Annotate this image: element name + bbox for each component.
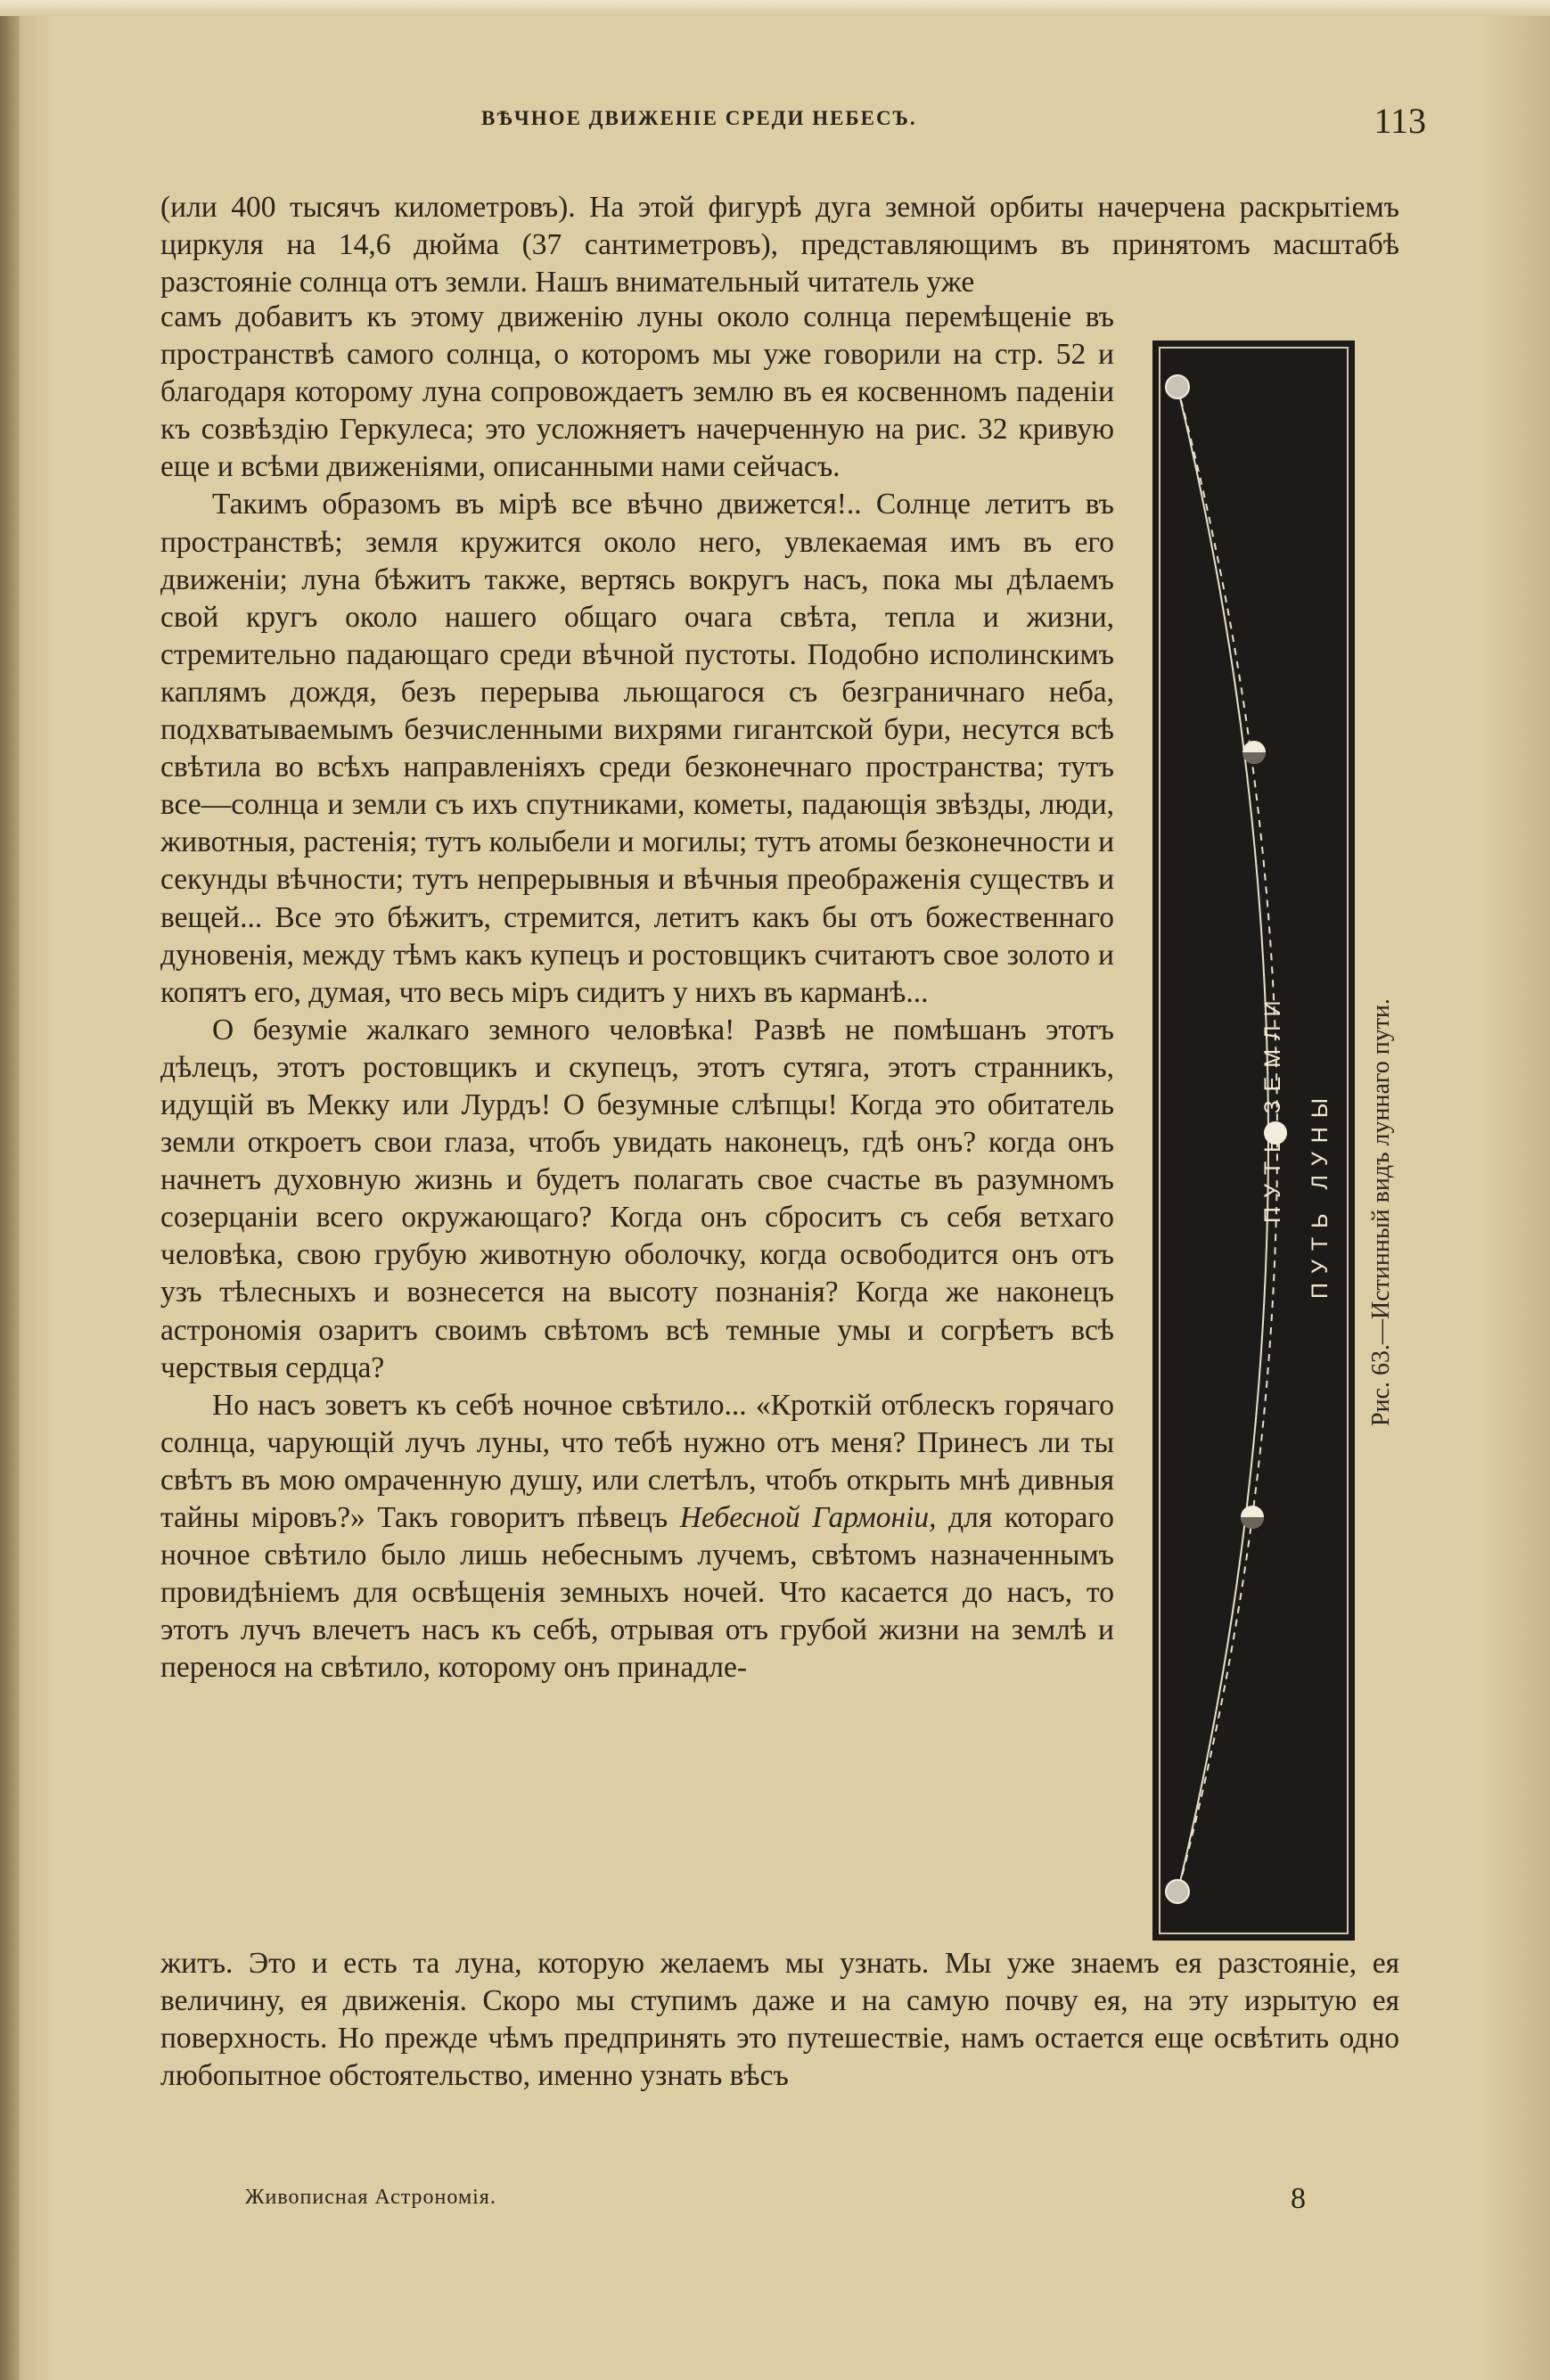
paragraph-2: Такимъ образомъ въ мірѣ все вѣчно движется!.. Солнце летитъ въ пространствѣ; земля кружится около него, увлекаемая имъ въ его движеніи; луна бѣжитъ также, вертясь вокругъ насъ, пока мы дѣлаемъ свой кругъ около нашего общаго очага свѣта, тепла и жизни, стремительно падающаго среди вѣчной пустоты. Подобно исполинскимъ каплямъ дождя, безъ перерыва льющагося съ безграничнаго неба, подхватываемымъ безчисленными вихрями гигантской бури, несутся всѣ свѣтила во всѣхъ направленіяхъ среди безконечнаго пространства; тутъ все—солнца и земли съ ихъ спутниками, кометы, падающія звѣзды, люди, животныя, растенія; тутъ колыбели и могилы; тутъ атомы безконечности и секунды вѣчности; тутъ непрерывныя и вѣчныя преображенія существъ и вещей... Все это бѣжитъ, стремится, летитъ какъ бы отъ божественнаго дуновенія, между тѣмъ какъ купецъ и ростовщикъ считаютъ свое золото и копятъ его, думая, что весь міръ сидитъ у нихъ въ карманѣ...: [160, 488, 1114, 1009]
page-footer: [245, 2182, 1306, 2221]
paragraph-4: [160, 1387, 1114, 1687]
book-title-italic: Небесной Гармоніи,: [679, 1501, 937, 1534]
page-gutter: [0, 0, 20, 2380]
earth-path-line: [1177, 387, 1268, 1893]
paragraph-4-start: Но насъ зоветъ къ себѣ ночное свѣтило... «Кроткій отблескъ горячаго солнца, чарующій лучъ луны, что тебѣ нужно отъ меня? Принесъ ли ты свѣтъ въ мою омраченную душу, или слетѣлъ, чтобъ открыть мнѣ дивныя тайны міровъ?» Такъ говоритъ пѣвецъ: [160, 1388, 1114, 1534]
text-column: [160, 299, 1114, 1687]
running-head: [160, 100, 1426, 144]
trailing-paragraph: [160, 1945, 1399, 2095]
page-top-edge: [0, 0, 1550, 16]
paragraph-3: О безуміе жалкаго земного человѣка! Развѣ не помѣшанъ этотъ дѣлецъ, этотъ ростовщикъ и скупецъ, этотъ сутяга, этотъ странникъ, идущій въ Мекку или Лурдъ! О безумные слѣпцы! Когда это обитатель земли откроетъ свои глаза, чтобъ увидать наконецъ, гдѣ онъ? когда онъ начнетъ духовную жизнь и будетъ полагать свое счастье въ разумномъ созерцаніи всего окружающаго? Когда онъ сброситъ съ себя ветхаго человѣка, свою грубую животную оболочку, когда освободится онъ отъ узъ тѣлесныхъ и вознесется на высоту познанія? Когда же наконецъ астрономія озаритъ своимъ свѣтомъ всѣ темные умы и согрѣетъ всѣ черствыя сердца?: [160, 1013, 1114, 1384]
paragraph-4-end: для котораго ночное свѣтило было лишь небеснымъ лучемъ, свѣтомъ назначеннымъ провидѣніемъ для освѣщенія земныхъ ночей. Что касается до насъ, то этотъ лучъ влечетъ насъ къ себѣ, отрывая отъ грубой жизни на землѣ и перенося на свѣтило, которому онъ принадле-: [160, 1501, 1114, 1685]
trailing-text: житъ. Это и есть та луна, которую желаемъ мы узнать. Мы уже знаемъ ея разстояніе, ея величину, ея движенія. Скоро мы ступимъ даже и на самую почву ея, на эту изрытую ея поверхность. Но прежде чѣмъ предпринять это путешествіе, намъ остается еще освѣтить одно любопытное обстоятельство, именно узнать вѣсъ: [160, 1947, 1399, 2093]
lead-text: (или 400 тысячъ километровъ). На этой фигурѣ дуга земной орбиты начерчена раскрытіемъ циркуля на 14,6 дюйма (37 сантиметровъ), представляющимъ въ принятомъ масштабѣ разстояніе солнца отъ земли. Нашъ внимательный читатель уже: [160, 191, 1399, 300]
moon-position-1: [1166, 375, 1189, 398]
page-number: 113: [1374, 101, 1426, 141]
paragraph-1: самъ добавитъ къ этому движенію луны около солнца перемѣщеніе въ пространствѣ самого солнца, о которомъ мы уже говорили на стр. 52 и благодаря которому луна сопровождаетъ землю въ ея косвенномъ паденіи къ созвѣздію Геркулеса; это усложняетъ начерченную на рис. 32 кривую еще и всѣми движеніями, описанными нами сейчасъ.: [160, 300, 1114, 484]
lead-paragraph: [160, 189, 1399, 301]
footer-book-title: Живописная Астрономія.: [245, 2186, 496, 2209]
figure-caption: Рис. 63.—Истинный видъ луннаго пути.: [1367, 998, 1395, 1426]
moon-position-5: [1166, 1880, 1189, 1903]
running-head-title: ВѢЧНОЕ ДВИЖЕНІЕ СРЕДИ НЕБЕСЪ.: [481, 107, 917, 129]
moon-path-label: ПУТЬ ЛУНЫ: [1308, 1089, 1333, 1299]
earth-path-label: ПУТЬ ЗЕМЛИ: [1260, 991, 1285, 1223]
signature-mark: 8: [1291, 2182, 1306, 2215]
